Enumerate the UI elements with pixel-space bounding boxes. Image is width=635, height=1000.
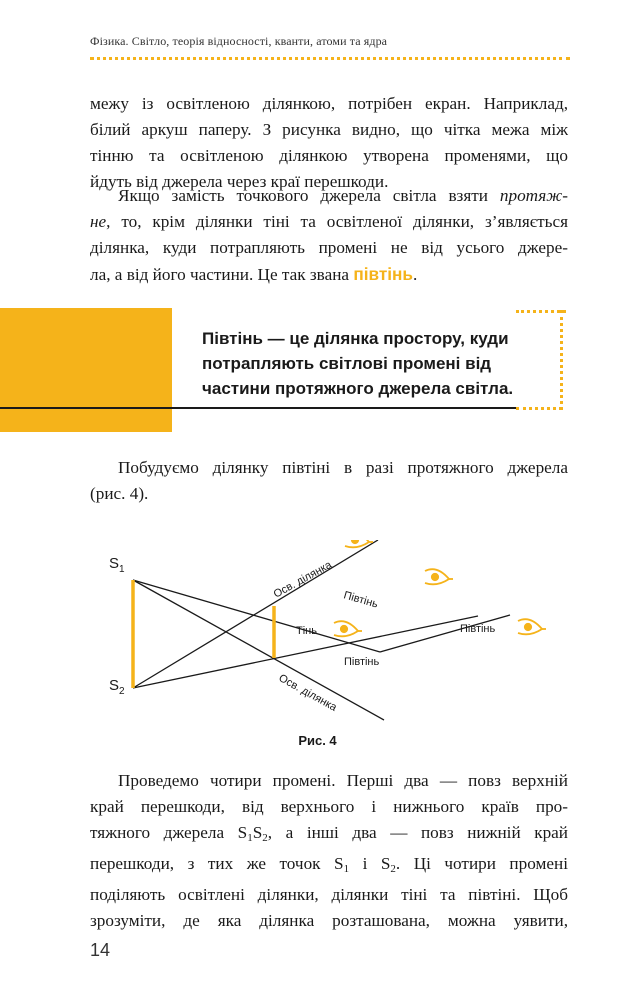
p2-line-2: не, то, крім ділянки тіні та освітленої ділянки, з’являється bbox=[90, 212, 568, 231]
header-dotted-rule bbox=[90, 57, 570, 60]
definition-box bbox=[0, 308, 635, 432]
eye-icon bbox=[518, 619, 546, 634]
eye-icon bbox=[425, 569, 453, 584]
p1-line-2: білий аркуш паперу. З рисунка видно, що чітка межа між bbox=[90, 120, 568, 139]
p4-line-4: перешкоди, з тих же точок $S_1$ і $S_2$. Ці чотири промені bbox=[90, 854, 568, 875]
label-penumbra-right: Півтінь bbox=[460, 623, 496, 635]
definition-yellow-bar bbox=[0, 308, 172, 432]
p4-line-1: Проведемо чотири промені. Перші два — повз верхній bbox=[118, 771, 568, 790]
page-number: 14 bbox=[90, 940, 111, 960]
p4-line-3: тяжного джерела $S_1S_2$, а інші два — повз нижній край bbox=[90, 823, 568, 844]
label-penumbra-top: Півтінь bbox=[342, 589, 380, 611]
label-s1: $S_1$ bbox=[109, 555, 125, 575]
definition-underline bbox=[0, 407, 516, 409]
label-penumbra-bottom: Півтінь bbox=[344, 656, 380, 668]
p4-line-2: край перешкоди, від верхнього і нижнього країв про- bbox=[90, 797, 568, 816]
p3-line-2: (рис. 4). bbox=[90, 484, 149, 503]
p2-line-3: ділянка, куди потрапляють промені не від усього джере- bbox=[90, 238, 568, 257]
label-s2: $S_2$ bbox=[109, 677, 125, 697]
p3-line-1: Побудуємо ділянку півтіні в разі протяжного джерела bbox=[118, 458, 568, 477]
figure-caption: Рис. 4 bbox=[298, 733, 337, 748]
term-penumbra: півтінь bbox=[353, 264, 413, 284]
running-header: Фізика. Світло, теорія відносності, кванти, атоми та ядра bbox=[90, 34, 388, 48]
definition-dots-bottom bbox=[516, 407, 562, 410]
p4-line-6: зрозуміти, де яка ділянка розташована, можна уявити, bbox=[90, 911, 568, 930]
definition-dots-top bbox=[516, 310, 566, 313]
paragraph-3 bbox=[90, 455, 568, 507]
paragraph-4 bbox=[90, 768, 568, 934]
paragraph-1 bbox=[90, 91, 568, 195]
definition-line-3: частини протяжного джерела світла. bbox=[202, 379, 514, 398]
p1-line-4: йдуть від джерела через краї перешкоди. bbox=[90, 172, 389, 191]
p4-line-5: поділяють освітлені ділянки, ділянки тіні та півтіні. Щоб bbox=[90, 885, 568, 904]
ray-s1-top-edge bbox=[133, 580, 380, 652]
definition-line-1: Півтінь — це ділянка простору, куди bbox=[202, 329, 509, 348]
figure-4-diagram bbox=[0, 540, 635, 730]
ray-s2-top-edge bbox=[133, 540, 378, 688]
label-shadow: Тінь bbox=[296, 625, 317, 637]
definition-text bbox=[202, 326, 547, 401]
p2-line-1: Якщо замість точкового джерела світла взяти протяж- bbox=[118, 186, 568, 205]
label-lit-top: Осв. ділянка bbox=[271, 558, 334, 601]
p1-line-1: межу із освітленою ділянкою, потрібен екран. Наприклад, bbox=[90, 94, 568, 113]
definition-dots-right bbox=[560, 310, 563, 410]
label-lit-bottom: Осв. ділянка bbox=[276, 672, 339, 714]
paragraph-2 bbox=[90, 183, 568, 288]
p1-line-3: тінню та освітленою ділянкою утворена променями, що bbox=[90, 146, 568, 165]
eye-icon bbox=[334, 621, 362, 636]
p2-line-4: ла, а від його частини. Це так звана півтінь. bbox=[90, 264, 418, 284]
definition-line-2: потрапляють світлові промені від bbox=[202, 354, 492, 373]
